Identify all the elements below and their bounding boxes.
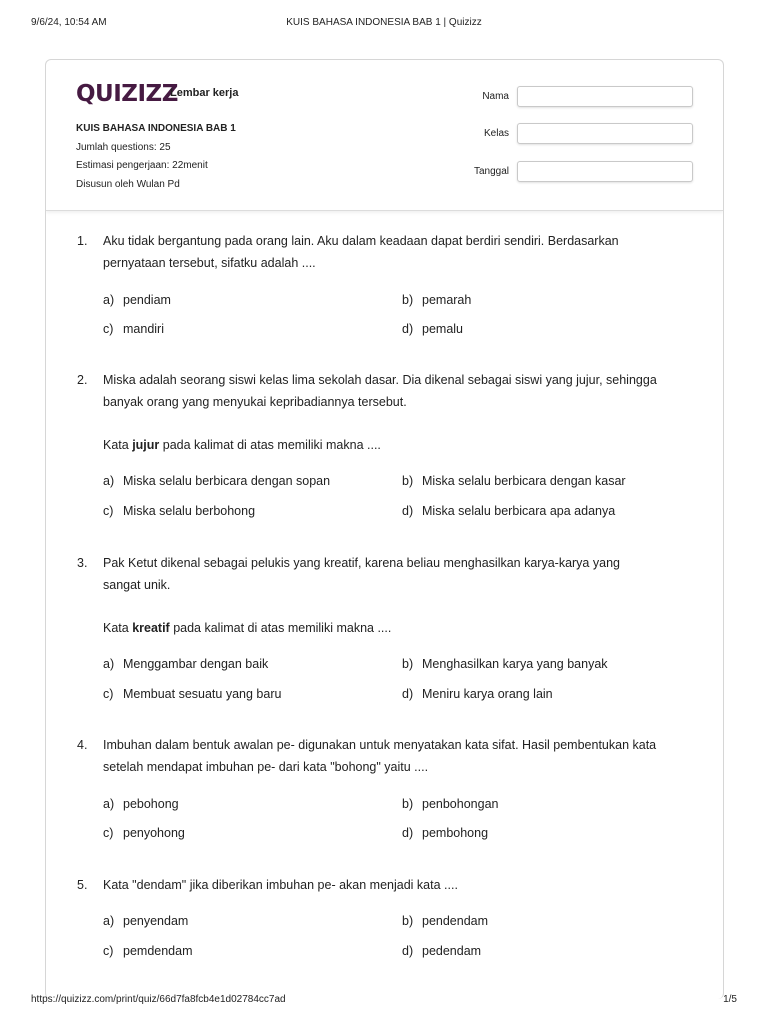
option-d [402,825,488,841]
question-text: Miska adalah seorang siswi kelas lima sekolah dasar. Dia dikenal sebagai siswi yang jujur, sehingga [103,373,657,387]
option-text: pemarah [422,293,472,307]
quiz-meta [76,120,236,194]
option-letter: a) [103,914,115,928]
question-number: 3. [77,556,88,570]
print-date: 9/6/24, 10:54 AM [31,17,107,28]
question-number: 2. [77,373,88,387]
option-d [402,686,553,702]
question-number: 5. [77,878,88,892]
option-letter: a) [103,797,115,811]
option-a [103,656,268,672]
question-prompt [103,434,703,456]
option-c [103,503,255,519]
option-letter: c) [103,826,114,840]
option-text: pemalu [422,322,463,336]
option-b [402,473,626,489]
option-text: pebohong [123,797,179,811]
question-text: setelah mendapat imbuhan pe- dari kata "bohong" yaitu .... [103,760,429,774]
option-letter: b) [402,657,414,671]
option-letter: d) [402,944,414,958]
option-text: pendiam [123,293,171,307]
option-letter: d) [402,322,414,336]
question-text: Pak Ketut dikenal sebagai pelukis yang kreatif, karena beliau menghasilkan karya-karya yang [103,556,620,570]
option-letter: a) [103,474,115,488]
question-number: 1. [77,234,88,248]
quiz-author: Disusun oleh Wulan Pd [76,178,180,190]
prompt-text: pada kalimat di atas memiliki makna .... [159,438,381,452]
option-text: penyohong [123,826,185,840]
option-b [402,292,471,308]
option-text: penbohongan [422,797,499,811]
option-d [402,321,463,337]
option-a [103,913,188,929]
option-letter: d) [402,504,414,518]
option-text: pemdendam [123,944,193,958]
option-text: pembohong [422,826,489,840]
option-letter: d) [402,687,414,701]
class-label: Kelas [483,128,509,139]
option-letter: a) [103,657,115,671]
date-field[interactable] [517,161,693,182]
option-text: Menghasilkan karya yang banyak [422,657,608,671]
option-d [402,943,481,959]
question-count: Jumlah questions: 25 [76,141,171,153]
prompt-keyword: jujur [132,438,160,452]
option-a [103,796,179,812]
option-letter: a) [103,293,115,307]
option-text: Meniru karya orang lain [422,687,553,701]
class-field[interactable] [517,123,693,144]
print-header [0,17,768,31]
option-a [103,473,330,489]
option-d [402,503,615,519]
question-number: 4. [77,738,88,752]
question-text: Aku tidak bergantung pada orang lain. Aku dalam keadaan dapat berdiri sendiri. Berdasarkan [103,234,619,248]
print-title: KUIS BAHASA INDONESIA BAB 1 | Quizizz [286,17,482,28]
option-letter: c) [103,687,114,701]
option-letter: c) [103,944,114,958]
prompt-text: Kata [103,438,133,452]
option-b [402,796,498,812]
option-c [103,321,164,337]
question-prompt [103,617,703,639]
option-letter: d) [402,826,414,840]
time-estimate: Estimasi pengerjaan: 22menit [76,160,208,171]
option-text: mandiri [123,322,164,336]
option-c [103,943,193,959]
option-text: pendendam [422,914,489,928]
question-text: banyak orang yang menyukai kepribadiannya tersebut. [103,395,407,409]
option-c [103,686,281,702]
option-letter: b) [402,293,414,307]
prompt-text: pada kalimat di atas memiliki makna .... [169,621,392,635]
question-text: pernyataan tersebut, sifatku adalah .... [103,256,316,270]
option-text: Membuat sesuatu yang baru [123,687,282,701]
page-number: 1/5 [723,994,737,1005]
question-text: Imbuhan dalam bentuk awalan pe- digunakan untuk menyatakan kata sifat. Hasil pembentukan kata [103,738,657,752]
option-text: Menggambar dengan baik [123,657,269,671]
option-text: pedendam [422,944,482,958]
option-a [103,292,171,308]
worksheet-header [46,60,723,211]
prompt-keyword: kreatif [132,621,170,635]
option-text: penyendam [123,914,189,928]
option-b [402,656,608,672]
option-text: Miska selalu berbicara dengan sopan [123,474,331,488]
option-b [402,913,488,929]
date-label: Tanggal [473,166,509,177]
quizizz-logo: QUIZIZZ [76,81,178,107]
option-text: Miska selalu berbicara dengan kasar [422,474,626,488]
option-letter: b) [402,474,414,488]
option-c [103,825,185,841]
prompt-text: Kata [103,621,133,635]
name-field[interactable] [517,86,693,107]
name-label: Nama [482,91,509,102]
option-text: Miska selalu berbicara apa adanya [422,504,616,518]
option-text: Miska selalu berbohong [123,504,256,518]
print-url: https://quizizz.com/print/quiz/66d7fa8fcb4e1d02784cc7ad [31,994,286,1005]
sheet-type-label: Lembar kerja [170,87,239,99]
option-letter: c) [103,504,114,518]
worksheet [45,59,724,999]
option-letter: b) [402,914,414,928]
question-text: sangat unik. [103,578,171,592]
option-letter: b) [402,797,414,811]
question-text: Kata "dendam" jika diberikan imbuhan pe- akan menjadi kata .... [103,878,458,892]
quiz-title: KUIS BAHASA INDONESIA BAB 1 [76,123,236,134]
option-letter: c) [103,322,114,336]
